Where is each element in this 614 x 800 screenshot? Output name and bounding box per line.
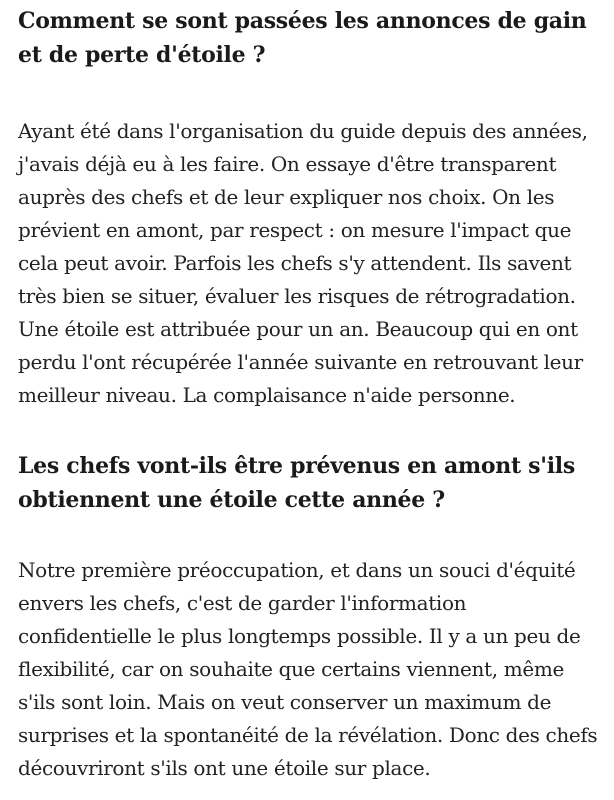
interview-question: Les chefs vont-ils être prévenus en amont s'ils obtiennent une étoile cette année ? xyxy=(18,453,575,513)
interview-answer: Ayant été dans l'organisation du guide depuis des années, j'avais déjà eu à les faire. On essaye d'être transparent auprès des chefs et de leur expliquer nos choix. On les prévient en amont, par respect : on mesure l'impact que cela peut avoir. Parfois les chefs s'y attendent. Ils savent très bien se situer, évaluer les risques de rétrogradation. Une étoile est attribuée pour un an. Beaucoup qui en ont perdu l'ont récupérée l'année suivante en retrouvant leur meilleur niveau. La complaisance n'aide personne. xyxy=(18,119,588,407)
interview-answer: Notre première préoccupation, et dans un souci d'équité envers les chefs, c'est de garder l'information confidentielle le plus longtemps possible. Il y a un peu de flexibilité, car on souhaite que certains viennent, même s'ils sont loin. Mais on veut conserver un maximum de surprises et la spontanéité de la révélation. Donc des chefs découvriront s'ils ont une étoile sur place. xyxy=(18,558,598,780)
interview-question: Comment se sont passées les annonces de gain et de perte d'étoile ? xyxy=(18,8,587,68)
